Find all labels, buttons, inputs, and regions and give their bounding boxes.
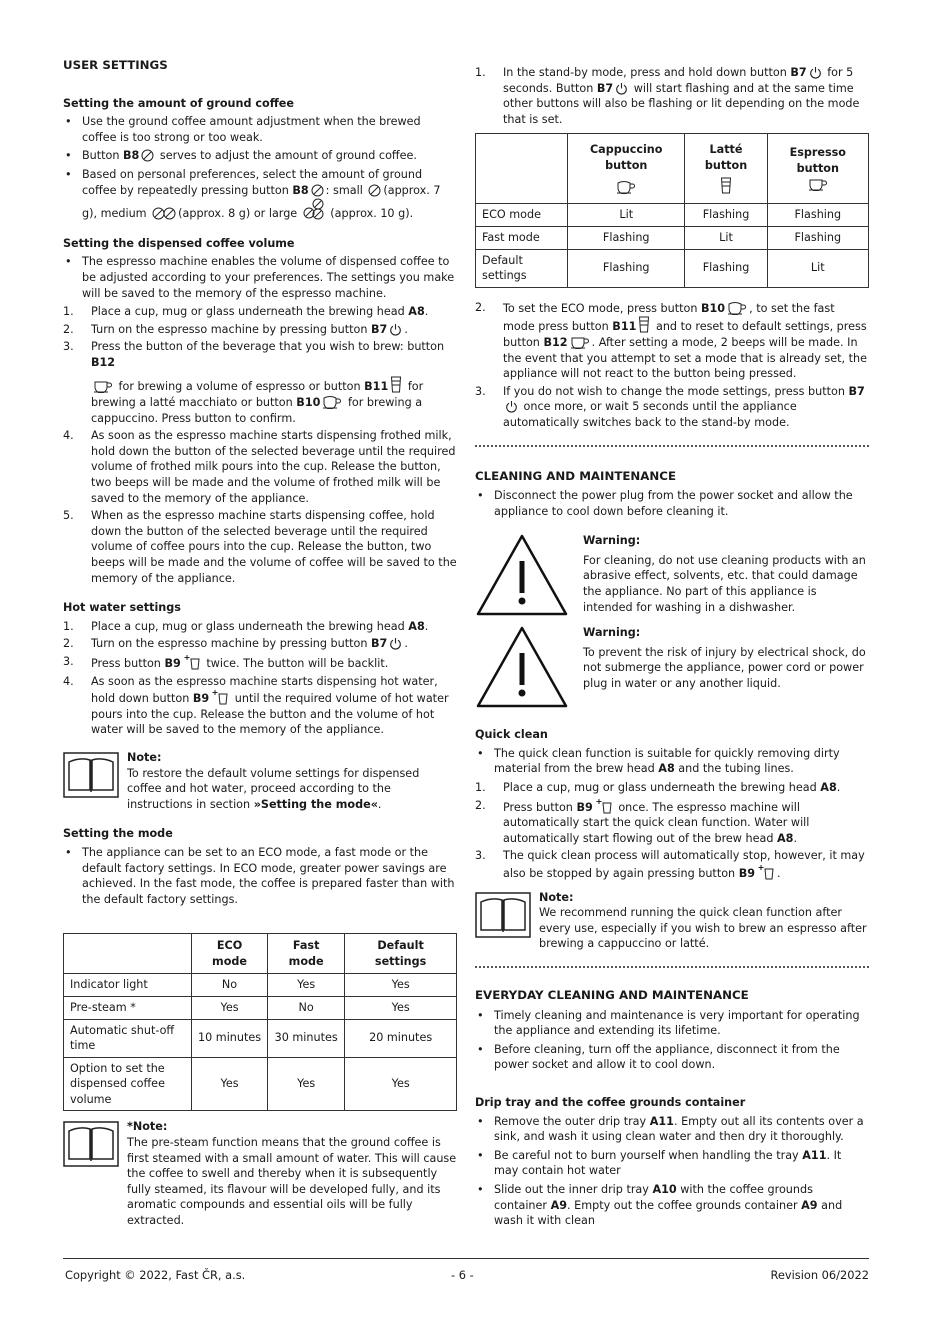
note-title: Note: [127, 750, 162, 764]
text: Press button [503, 800, 577, 814]
table-cell: Lit [568, 204, 685, 227]
text: Disconnect the power plug from the power socket and allow the appliance to cool down before cleaning it. [494, 489, 853, 518]
text: Turn on the espresso machine by pressing button [91, 322, 372, 336]
button-ref: B9 [576, 800, 593, 814]
step-number: 4. [63, 674, 74, 688]
part-ref: A10 [652, 1182, 677, 1196]
note-text [127, 766, 457, 813]
text: Be careful not to burn yourself when handling the tray [494, 1148, 803, 1162]
step-number: 2. [63, 322, 74, 336]
table-cell: Lit [767, 249, 868, 287]
power-icon [615, 82, 628, 95]
step-number: 4. [63, 429, 74, 443]
button-ref: B7 [596, 81, 614, 95]
section-title-user-settings: USER SETTINGS [63, 58, 168, 72]
hot-water-icon [211, 689, 229, 705]
list-item [475, 1042, 869, 1073]
section-ref: »Setting the mode« [253, 797, 378, 811]
list-item [63, 254, 457, 301]
grind-large-icon [303, 198, 325, 220]
text: . [377, 797, 382, 811]
espresso-cup-icon [93, 379, 113, 393]
section-title-everyday-cleaning: EVERYDAY CLEANING AND MAINTENANCE [475, 988, 749, 1002]
text: until the required volume of hot water pours into the cup. Release the button and the volume of hot water will be saved to the memory of the appliance. [91, 692, 449, 737]
hot-water-icon [183, 654, 201, 670]
step-item [63, 636, 457, 652]
grind-small-icon [368, 184, 381, 197]
text: once. The espresso machine will automatically start the quick clean function. Water will automatically start flowing out of the brew head [503, 800, 810, 845]
text: Button [82, 149, 124, 163]
drip-tray-section [475, 1095, 869, 1229]
table-header-row [476, 134, 869, 204]
text: . [777, 867, 781, 881]
ground-coffee-section [63, 96, 457, 222]
section-divider [475, 966, 869, 968]
button-ref: B7 [790, 66, 807, 79]
step-item [63, 428, 457, 506]
list-item [475, 746, 869, 777]
footer-page-number: - 6 - [451, 1268, 474, 1282]
text: : small [325, 183, 367, 197]
table-cell: Default settings [476, 249, 568, 287]
latte-glass-icon [638, 316, 650, 333]
button-ref: B9 [164, 657, 181, 670]
part-ref: A8 [408, 619, 425, 633]
table-cell: Flashing [568, 249, 685, 287]
step-number: 1. [475, 66, 486, 79]
text: The appliance can be set to an ECO mode, a fast mode or the default factory settings. In ECO mode, greater power savings are achieved. In the fast mode, the coffee is prepared faster than with the default factory settings. [82, 845, 455, 906]
table-cell: Yes [345, 996, 457, 1019]
part-ref: A8 [658, 762, 675, 776]
part-ref: A8 [777, 831, 794, 845]
step-number: 1. [475, 781, 486, 795]
power-icon [809, 66, 822, 79]
table-cell: Fast mode [476, 226, 568, 249]
text: (approx. 10 g). [326, 207, 414, 221]
header-label: Espresso button [789, 146, 846, 176]
part-ref: A8 [820, 781, 837, 795]
part-ref: A9 [801, 1198, 818, 1212]
table-cell: ECO mode [476, 204, 568, 227]
heading-hot-water: Hot water settings [63, 601, 181, 615]
step-number: 1. [63, 305, 74, 319]
button-ref: B7 [371, 637, 388, 651]
step-item [475, 780, 869, 796]
step-number: 2. [475, 300, 486, 314]
list-item [475, 1148, 869, 1179]
warning-title: Warning: [583, 534, 641, 548]
list-item [475, 1114, 869, 1145]
grind-small-icon [141, 149, 154, 162]
text: . [404, 637, 408, 651]
section-title-cleaning: CLEANING AND MAINTENANCE [475, 468, 677, 483]
warning-title: Warning: [583, 626, 641, 640]
text: As soon as the espresso machine starts dispensing hot water, hold down button [91, 674, 438, 706]
table-header-cell [685, 134, 767, 204]
setting-mode-section [63, 826, 457, 907]
text: The quick clean function is suitable for quickly removing dirty material from the brew head [494, 746, 840, 776]
book-icon [63, 752, 119, 803]
text: . Empty out all its contents over a sink, and wash it using clean water and then dry it thoroughly. [494, 1114, 864, 1144]
table-cell: Flashing [767, 204, 868, 227]
step-number: 1. [63, 619, 74, 633]
list-item [475, 1008, 869, 1039]
text: twice. The button will be backlit. [202, 657, 389, 670]
step-number: 3. [63, 655, 74, 668]
table-cell: 10 minutes [192, 1019, 268, 1057]
hot-water-icon [595, 798, 613, 814]
text: . After setting a mode, 2 beeps will be made. In the event that you attempt to set a mode that is already set, the appliance will not react to the button being pressed. [503, 335, 867, 381]
text: To set the ECO mode, press button [503, 301, 701, 315]
table-cell: Lit [685, 226, 767, 249]
grind-small-icon [311, 184, 324, 197]
table-header-cell: Fast mode [268, 934, 345, 974]
list-item [475, 488, 869, 519]
step-number: 2. [475, 798, 486, 812]
table-header-cell: Default settings [345, 934, 457, 974]
table-row [476, 249, 869, 287]
note-pre-steam [63, 1119, 457, 1228]
warning-triangle-icon [475, 533, 569, 622]
table-row [64, 1057, 457, 1111]
table-header-row [64, 934, 457, 974]
table-cell: Option to set the dispensed coffee volume [64, 1057, 192, 1111]
text: The quick clean process will automatically stop, however, it may also be stopped by again pressing button [503, 849, 865, 881]
warning-electric-shock [475, 625, 869, 713]
everyday-cleaning-section [475, 988, 869, 1073]
text: once more, or wait 5 seconds until the appliance automatically switches back to the stand-by mode. [503, 400, 797, 429]
button-ref: B10 [296, 396, 321, 410]
table-cell: Flashing [685, 204, 767, 227]
table-cell: Yes [345, 1057, 457, 1111]
heading-setting-mode: Setting the mode [63, 827, 173, 841]
text: When as the espresso machine starts dispensing coffee, hold down the button of the selected beverage until the required volume of coffee pours into the cup. Release the button, two beeps will be made and the volume of coffee will be saved to the memory of the appliance. [91, 509, 457, 585]
table-header-cell: ECO mode [192, 934, 268, 974]
text: . [836, 781, 841, 795]
button-ref: B11 [364, 379, 389, 393]
button-ref: B7 [848, 384, 865, 398]
button-ref: B12 [91, 355, 116, 369]
left-column [63, 58, 457, 1243]
heading-quick-clean: Quick clean [475, 728, 548, 742]
text: Before cleaning, turn off the appliance, disconnect it from the power socket and allow it to cool down. [494, 1042, 840, 1072]
cappuccino-cup-icon [616, 179, 636, 194]
button-ref: B9 [192, 692, 210, 706]
text: As soon as the espresso machine starts dispensing frothed milk, hold down the button of the selected beverage until the required volume of frothed milk pours into the cup. Release the button, two beeps will be made and the volume of frothed milk will be saved to the memory of the appliance. [91, 429, 456, 505]
button-ref: B10 [701, 301, 726, 315]
table-cell: Flashing [568, 226, 685, 249]
table-cell: Indicator light [64, 974, 192, 997]
list-item-text: Use the ground coffee amount adjustment when the brewed coffee is too strong or too weak. [82, 115, 421, 144]
text: for 5 seconds. Button [503, 66, 854, 95]
step-number: 3. [475, 849, 486, 863]
text: Press the button of the beverage that you wish to brew: button [91, 340, 445, 354]
section-divider [475, 445, 869, 447]
text: Place a cup, mug or glass underneath the brewing head [91, 305, 409, 319]
step-item [63, 304, 457, 320]
step-item [63, 619, 457, 635]
note-quick-clean [475, 890, 869, 952]
list-item [475, 1182, 869, 1229]
button-ref: B9 [738, 867, 756, 881]
text: (approx. 7 g), medium [82, 183, 441, 221]
step-item [475, 65, 869, 127]
table-header-cell [568, 134, 685, 204]
button-ref: B12 [543, 335, 568, 349]
header-label: Latté button [704, 142, 748, 172]
table-header-cell [476, 134, 568, 204]
list-item [63, 114, 457, 145]
table-cell: Yes [268, 1057, 345, 1111]
step-item [63, 322, 457, 338]
table-cell: Flashing [767, 226, 868, 249]
espresso-cup-icon [808, 177, 828, 191]
list-item [63, 167, 457, 222]
button-ref: B11 [612, 320, 637, 334]
note-title: *Note: [127, 1120, 168, 1134]
heading-coffee-volume: Setting the dispensed coffee volume [63, 236, 295, 250]
text: . [404, 322, 408, 336]
step-item [475, 848, 869, 881]
page-footer [63, 1258, 869, 1282]
table-cell: Yes [192, 1057, 268, 1111]
step-item [63, 508, 457, 586]
step-item [475, 384, 869, 431]
button-ref: B8 [292, 183, 309, 197]
text: If you do not wish to change the mode settings, press button [503, 384, 849, 398]
step-item [475, 798, 869, 847]
text: Turn on the espresso machine by pressing button [91, 637, 372, 651]
cappuccino-cup-icon [727, 300, 747, 315]
text: Press button [91, 657, 165, 670]
button-mode-table [475, 133, 869, 287]
text: . [424, 305, 429, 319]
step-number: 3. [63, 340, 74, 354]
step-item [475, 300, 869, 382]
text: Place a cup, mug or glass underneath the brewing head [503, 781, 821, 795]
cappuccino-cup-icon [322, 394, 342, 409]
table-cell: Flashing [685, 249, 767, 287]
part-ref: A8 [408, 305, 425, 319]
table-cell: 20 minutes [345, 1019, 457, 1057]
coffee-volume-section [63, 236, 457, 586]
table-cell: Automatic shut-off time [64, 1019, 192, 1057]
table-cell: Yes [192, 996, 268, 1019]
table-row [64, 996, 457, 1019]
right-column [475, 58, 869, 1243]
table-row [64, 1019, 457, 1057]
text: will start flashing and at the same time other buttons will also be flashing or lit depending on the mode that is set. [503, 81, 860, 126]
book-icon [63, 1121, 119, 1172]
step-item [63, 654, 457, 672]
text: . [793, 831, 798, 845]
text: and the tubing lines. [674, 762, 794, 776]
note-title: Note: [539, 890, 574, 904]
warning-cleaning-products [475, 533, 869, 621]
text: In the stand-by mode, press and hold down button [503, 66, 791, 79]
text: for brewing a latté macchiato or button [91, 379, 424, 410]
list-item [63, 148, 457, 164]
table-header-cell [64, 934, 192, 974]
mode-table [63, 933, 457, 1111]
text: . Empty out the coffee grounds container [567, 1198, 802, 1212]
part-ref: A11 [802, 1148, 827, 1162]
grind-medium-icon [152, 207, 176, 220]
text: and to reset to default settings, press button [503, 320, 867, 349]
part-ref: A11 [649, 1114, 674, 1128]
table-cell: Pre-steam * [64, 996, 192, 1019]
table-header-cell [767, 134, 868, 204]
text: Timely cleaning and maintenance is very important for operating the appliance and extending its lifetime. [494, 1008, 860, 1038]
step-item [63, 339, 457, 426]
text: Remove the outer drip tray [494, 1114, 650, 1128]
heading-ground-coffee: Setting the amount of ground coffee [63, 96, 294, 110]
header-label: Cappuccino button [589, 142, 663, 172]
text: . [424, 619, 429, 633]
text: , to set the fast mode press button [503, 301, 835, 334]
power-icon [389, 637, 402, 650]
text: Slide out the inner drip tray [494, 1182, 653, 1196]
part-ref: A9 [550, 1198, 568, 1212]
text: for brewing a volume of espresso or button [115, 379, 365, 393]
button-ref: B7 [371, 322, 388, 336]
text: Based on personal preferences, select the amount of ground coffee by repeatedly pressing button [82, 167, 423, 197]
text: with the coffee grounds container [494, 1182, 813, 1212]
list-item [63, 845, 457, 907]
text: To restore the default volume settings for dispensed coffee and hot water, proceed according to the instructions in section [127, 766, 420, 811]
heading-drip-tray: Drip tray and the coffee grounds container [475, 1095, 746, 1109]
text: The espresso machine enables the volume of dispensed coffee to be adjusted according to your preferences. The settings you make will be saved to the memory of the espresso machine. [82, 255, 455, 300]
warning-triangle-icon [475, 625, 569, 714]
footer-revision: Revision 06/2022 [770, 1268, 869, 1282]
text: and wash it with clean [494, 1198, 843, 1228]
table-cell: No [268, 996, 345, 1019]
table-cell: 30 minutes [268, 1019, 345, 1057]
step-item [63, 674, 457, 738]
footer-copyright: Copyright © 2022, Fast ČR, a.s. [65, 1268, 246, 1282]
note-default-volume [63, 750, 457, 812]
warning-text: For cleaning, do not use cleaning products with an abrasive effect, solvents, etc. that could damage the appliance. No part of this appliance is intended for washing in a dishwasher. [583, 553, 866, 614]
table-cell: Yes [345, 974, 457, 997]
hot-water-icon [757, 864, 775, 880]
latte-glass-icon [390, 376, 402, 393]
hot-water-section [63, 600, 457, 738]
warning-text: To prevent the risk of injury by electrical shock, do not submerge the appliance, power cord or power plug in water or any another liquid. [583, 645, 866, 691]
step-number: 2. [63, 637, 74, 651]
table-row [476, 226, 869, 249]
espresso-cup-icon [570, 335, 590, 349]
note-text: We recommend running the quick clean function after every use, especially if you wish to brew an espresso after brewing a cappuccino or latté. [539, 906, 867, 951]
cleaning-section [475, 469, 869, 714]
button-ref: B8 [123, 149, 140, 163]
text: for brewing a cappuccino. Press button to confirm. [91, 396, 423, 425]
text: serves to adjust the amount of ground coffee. [156, 149, 417, 163]
step-number: 3. [475, 384, 486, 398]
power-icon [389, 323, 402, 336]
note-text: The pre-steam function means that the ground coffee is first steamed with a small amount of water. This will cause the coffee to swell and thereby when it is subsequently fully steamed, its flavour will be developed fully, and its aromatic compounds and essential oils will be fully extracted. [127, 1136, 457, 1228]
table-row [476, 204, 869, 227]
text: (approx. 8 g) or large [178, 207, 301, 221]
text: Place a cup, mug or glass underneath the brewing head [91, 619, 409, 633]
table-row [64, 974, 457, 997]
table-cell: No [192, 974, 268, 997]
power-icon [505, 400, 518, 413]
step-number: 5. [63, 509, 74, 523]
table-cell: Yes [268, 974, 345, 997]
book-icon [475, 892, 531, 943]
latte-glass-icon [720, 177, 732, 194]
quick-clean-section [475, 727, 869, 881]
text: . It may contain hot water [494, 1148, 842, 1178]
